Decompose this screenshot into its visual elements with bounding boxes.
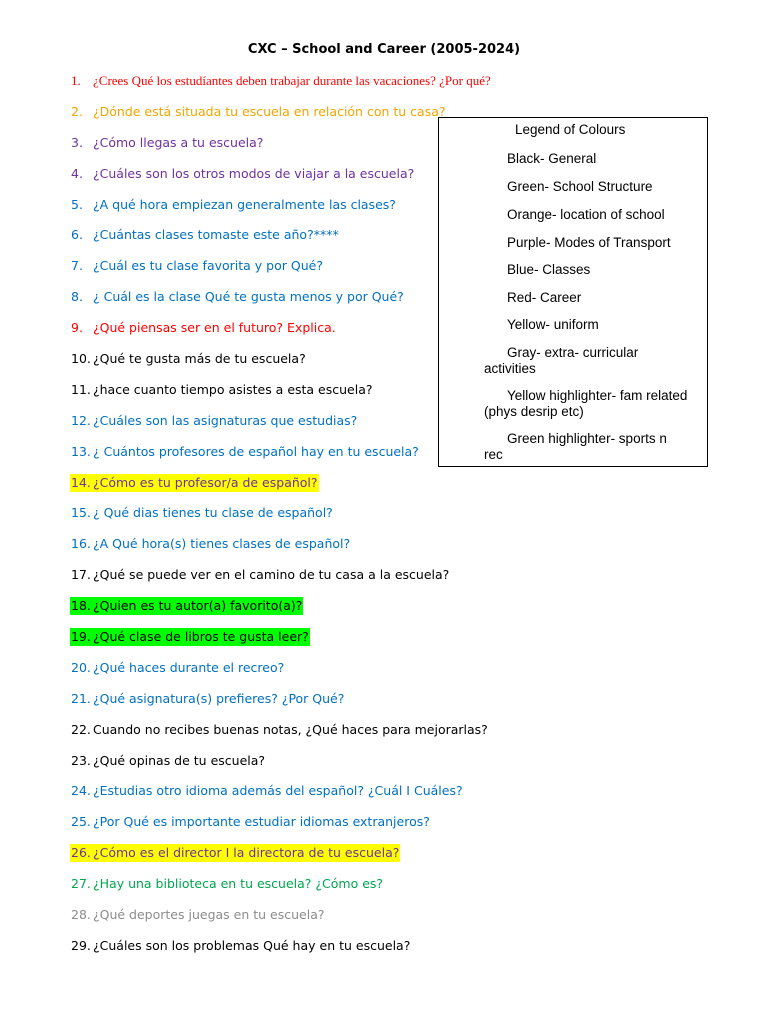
legend-item (507, 317, 727, 333)
question-text: ¿Cómo llegas a tu escuela? (93, 134, 264, 150)
question-number: 29. (71, 937, 91, 953)
question-item (70, 690, 510, 721)
legend-item-label: Yellow highlighter- fam related (507, 388, 688, 403)
question-number: 1. (71, 73, 81, 88)
question-number: 5. (71, 196, 83, 212)
question-text: ¿Qué haces durante el recreo? (93, 659, 285, 675)
question-item (70, 535, 510, 566)
question-item (70, 72, 510, 103)
question-text: ¿Por Qué es importante estudiar idiomas extranjeros? (93, 814, 430, 830)
question-text: ¿A Qué hora(s) tienes clases de español? (93, 536, 351, 552)
question-text: ¿Cuáles son los otros modos de viajar a la escuela? (93, 165, 415, 181)
question-text: ¿Estudias otro idioma además del español? ¿Cuál I Cuáles? (93, 783, 463, 799)
question-text: ¿Qué piensas ser en el futuro? Explica. (93, 320, 336, 336)
question-number: 26. (71, 845, 91, 861)
question-number: 23. (71, 752, 91, 768)
question-item (70, 659, 510, 690)
question-number: 8. (71, 289, 83, 305)
document-title: CXC – School and Career (2005-2024) (247, 42, 521, 57)
question-number: 4. (71, 165, 83, 181)
question-text: ¿Cuáles son las asignaturas que estudias? (93, 412, 358, 428)
question-number: 17. (71, 567, 91, 583)
question-item (70, 597, 510, 628)
question-text: ¿ Cuál es la clase Qué te gusta menos y por Qué? (93, 289, 404, 305)
legend-item-continuation: rec (484, 447, 503, 462)
question-text: ¿Cuáles son los problemas Qué hay en tu escuela? (93, 937, 411, 953)
question-item (70, 752, 510, 783)
question-text: ¿Cómo es tu profesor/a de español? (93, 474, 318, 490)
legend-title: Legend of Colours (515, 122, 626, 137)
legend-item (507, 262, 727, 278)
question-item (70, 566, 510, 597)
question-text: ¿Qué te gusta más de tu escuela? (93, 351, 306, 367)
legend-item (507, 235, 727, 251)
question-item (70, 813, 510, 844)
question-number: 7. (71, 258, 83, 274)
question-item (70, 628, 510, 659)
legend-item (484, 431, 727, 463)
question-number: 25. (71, 814, 91, 830)
question-text: ¿A qué hora empiezan generalmente las clases? (93, 196, 396, 212)
question-number: 13. (71, 443, 91, 459)
legend-item-label: Green highlighter- sports n (507, 431, 667, 446)
question-number: 9. (71, 320, 83, 336)
question-text: ¿Qué clase de libros te gusta leer? (93, 629, 309, 645)
question-number: 22. (71, 721, 91, 737)
legend-item-label: Gray- extra- curricular (507, 345, 639, 360)
legend-item (507, 207, 727, 223)
question-text: ¿Crees Qué los estudíantes deben trabajar durante las vacaciones? ¿Por qué? (93, 73, 491, 88)
question-item (70, 782, 510, 813)
legend-item-label: Blue- Classes (507, 262, 591, 277)
question-text: ¿hace cuanto tiempo asistes a esta escuela? (93, 381, 373, 397)
question-number: 16. (71, 536, 91, 552)
legend-item-continuation: activities (484, 361, 536, 376)
question-text: Cuando no recibes buenas notas, ¿Qué haces para mejorarlas? (93, 721, 488, 737)
legend-item-label: Yellow- uniform (507, 317, 599, 332)
question-number: 28. (71, 907, 91, 923)
question-text: ¿Hay una biblioteca en tu escuela? ¿Cómo es? (93, 876, 384, 892)
question-text: ¿ Qué dias tienes tu clase de español? (93, 505, 333, 521)
question-text: ¿Qué deportes juegas en tu escuela? (93, 907, 325, 923)
question-text: ¿Qué asignatura(s) prefieres? ¿Por Qué? (93, 690, 345, 706)
legend-item-label: Orange- location of school (507, 207, 665, 222)
question-number: 14. (71, 474, 91, 490)
colour-legend-box (438, 117, 708, 467)
question-number: 12. (71, 412, 91, 428)
question-number: 20. (71, 659, 91, 675)
question-text: ¿Cuál es tu clase favorita y por Qué? (93, 258, 323, 274)
question-text: ¿Dónde está situada tu escuela en relación con tu casa? (93, 103, 446, 119)
question-text: ¿Qué opinas de tu escuela? (93, 752, 266, 768)
question-text: ¿Quien es tu autor(a) favorito(a)? (93, 598, 303, 614)
question-number: 6. (71, 227, 83, 243)
question-item (70, 937, 510, 968)
question-number: 2. (71, 103, 83, 119)
question-number: 24. (71, 783, 91, 799)
question-item (70, 721, 510, 752)
legend-item (507, 179, 727, 195)
question-text: ¿ Cuántos profesores de español hay en tu escuela? (93, 443, 419, 459)
legend-item (507, 290, 727, 306)
legend-item-continuation: (phys desrip etc) (484, 404, 584, 419)
question-number: 11. (71, 381, 91, 397)
question-text: ¿Qué se puede ver en el camino de tu casa a la escuela? (93, 567, 450, 583)
question-item (70, 906, 510, 937)
question-number: 3. (71, 134, 83, 150)
question-number: 15. (71, 505, 91, 521)
legend-item (484, 345, 727, 377)
question-item (70, 504, 510, 535)
question-text: ¿Cuántas clases tomaste este año?**** (93, 227, 339, 243)
question-text: ¿Cómo es el director I la directora de tu escuela? (93, 845, 400, 861)
question-item (70, 875, 510, 906)
legend-item (507, 151, 727, 167)
legend-item (484, 388, 727, 420)
question-number: 18. (71, 598, 91, 614)
question-number: 19. (71, 629, 91, 645)
legend-item-label: Purple- Modes of Transport (507, 235, 671, 250)
question-item (70, 844, 510, 875)
question-number: 10. (71, 351, 91, 367)
legend-item-label: Black- General (507, 151, 597, 166)
question-number: 27. (71, 876, 91, 892)
legend-item-label: Green- School Structure (507, 179, 653, 194)
question-number: 21. (71, 690, 91, 706)
legend-item-label: Red- Career (507, 290, 582, 305)
question-item (70, 474, 510, 505)
